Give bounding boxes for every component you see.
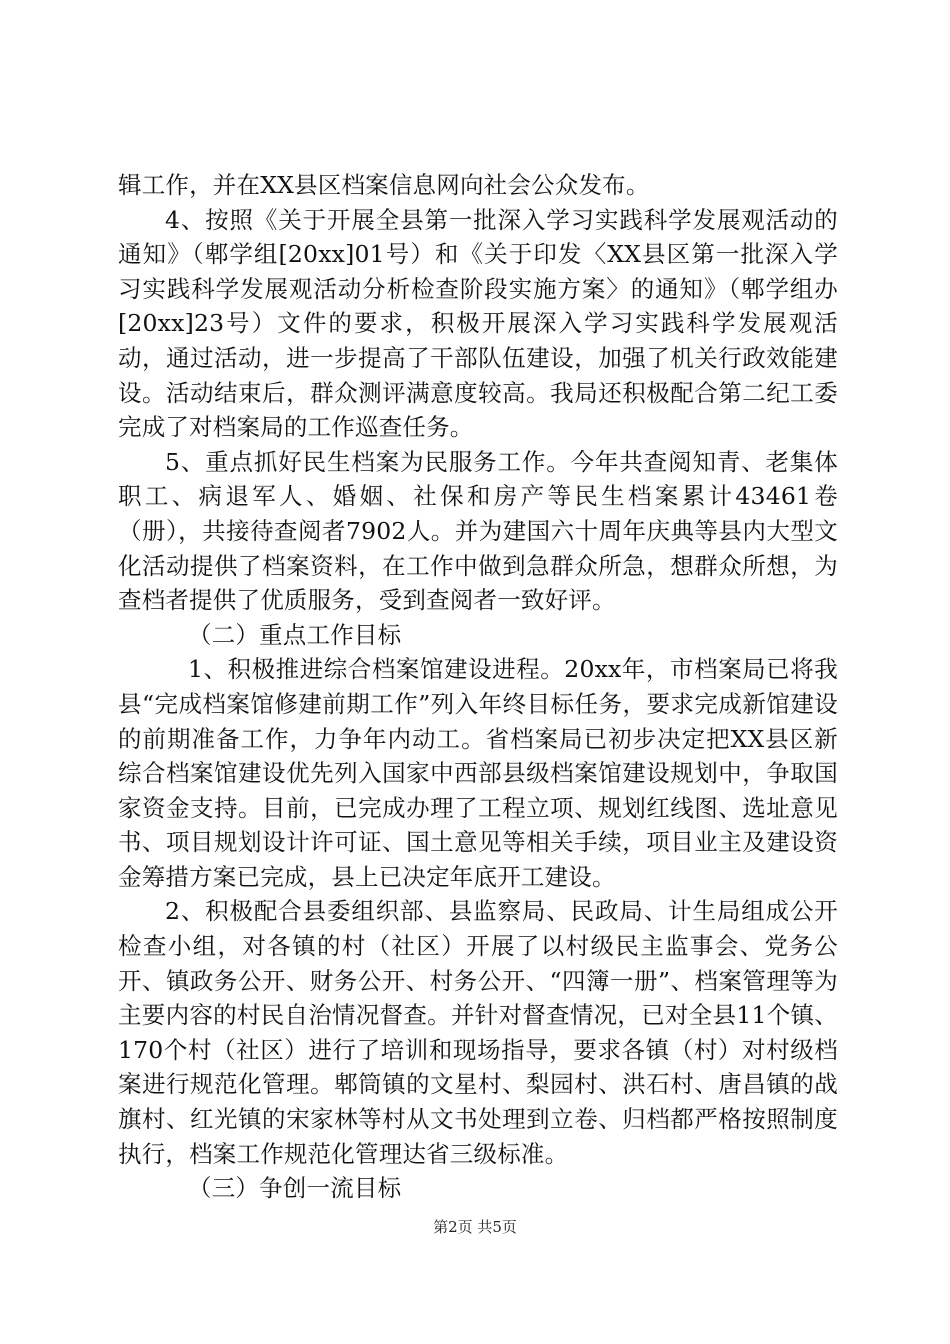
paragraph-continuation: 辑工作，并在XX县区档案信息网向社会公众发布。 xyxy=(118,171,650,199)
paragraph-item-5: 5、重点抓好民生档案为民服务工作。今年共查阅知青、老集体职工、病退军人、婚姻、社保和房产等民生档案累计43461卷（册），共接待查阅者7902人。并为建国六十周年庆典等县内大型文化活动提供了档案资料，在工作中做到急群众所急，想群众所想，为查档者提供了优质服务，受到查阅者一致好评。 xyxy=(118,447,838,615)
document-body xyxy=(118,168,838,1206)
section-heading-3: （三）争创一流目标 xyxy=(188,1174,402,1203)
page-number-footer: 第2页 共5页 xyxy=(433,1218,517,1236)
paragraph-goal-2: 2、积极配合县委组织部、县监察局、民政局、计生局组成公开检查小组，对各镇的村（社区）开展了以村级民主监事会、党务公开、镇政务公开、财务公开、村务公开、“四簿一册”、档案管理等为主要内容的村民自治情况督查。并针对督查情况，已对全县11个镇、170个村（社区）进行了培训和现场指导，要求各镇（村）对村级档案进行规范化管理。郫筒镇的文星村、梨园村、洪石村、唐昌镇的战旗村、红光镇的宋家林等村从文书处理到立卷、归档都严格按照制度执行，档案工作规范化管理达省三级标准。 xyxy=(118,897,838,1168)
paragraph-goal-1: 1、积极推进综合档案馆建设进程。20xx年，市档案局已将我县“完成档案馆修建前期工作”列入年终目标任务，要求完成新馆建设的前期准备工作，力争年内动工。省档案局已初步决定把XX县区新综合档案馆建设优先列入国家中西部县级档案馆建设规划中，争取国家资金支持。目前，已完成办理了工程立项、规划红线图、选址意见书、项目规划设计许可证、国土意见等相关手续，项目业主及建设资金筹措方案已完成，县上已决定年底开工建设。 xyxy=(118,655,838,891)
paragraph-item-4: 4、按照《关于开展全县第一批深入学习实践科学发展观活动的通知》（郫学组[20xx]01号）和《关于印发〈XX县区第一批深入学习实践科学发展观活动分析检查阶段实施方案〉的通知》（郫学组办[20xx]23号）文件的要求，积极开展深入学习实践科学发展观活动，通过活动，进一步提高了干部队伍建设，加强了机关行政效能建设。活动结束后，群众测评满意度较高。我局还积极配合第二纪工委完成了对档案局的工作巡查任务。 xyxy=(118,205,838,442)
section-heading-2: （二）重点工作目标 xyxy=(188,620,402,649)
